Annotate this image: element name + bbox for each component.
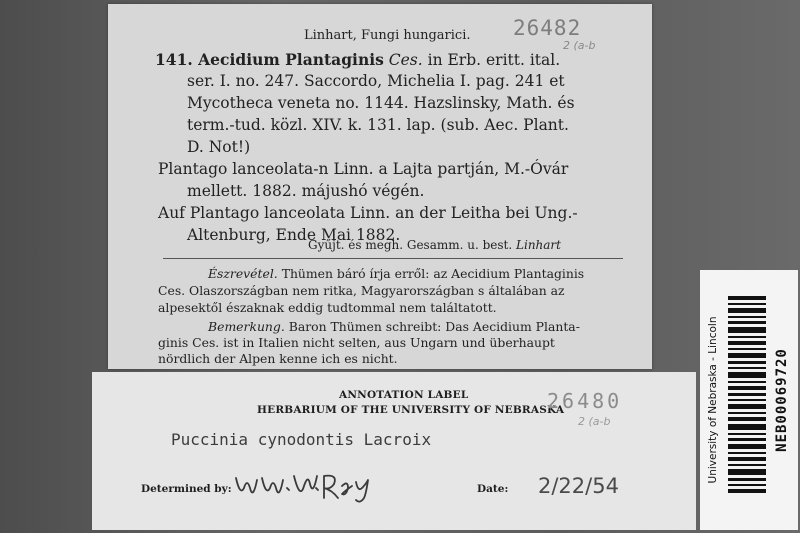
divider	[163, 258, 623, 259]
entry-title: 141. Aecidium Plantaginis	[155, 50, 384, 69]
barcode-number: NEB00069720	[774, 348, 790, 452]
handwritten-sub-note: 2 (a-b	[563, 39, 596, 52]
habitat-line-de: Altenburg, Ende Mai 1882.	[187, 226, 401, 244]
collector-line	[308, 238, 561, 252]
entry-title-line	[155, 50, 560, 69]
entry-line: D. Not!)	[187, 138, 251, 156]
entry-reference: in Erb. eritt. ital.	[427, 51, 561, 69]
date-label: Date:	[477, 483, 509, 495]
determined-by-label: Determined by:	[141, 483, 232, 495]
determination-date: 2/22/54	[538, 474, 619, 498]
note-de-label: Bemerkung.	[208, 319, 285, 334]
note-hu-text: Thümen báró írja erről: az Aecidium Plantaginis	[281, 266, 585, 281]
annotation-label	[92, 372, 696, 530]
barcode-institution: University of Nebraska - Lincoln	[707, 316, 719, 484]
annotation-handwritten-sub: 2 (a-b	[578, 415, 611, 428]
note-de-line: nördlich der Alpen kenne ich es nicht.	[158, 351, 398, 366]
annotation-handwritten-number: 26480	[547, 389, 623, 413]
note-de-text: Baron Thümen schreibt: Das Aecidium Planta-	[288, 319, 580, 334]
annotation-institution: HERBARIUM OF THE UNIVERSITY OF NEBRASKA	[257, 404, 565, 416]
note-de-line	[208, 319, 580, 334]
barcode-institution-text	[702, 270, 724, 530]
barcode-icon	[728, 296, 766, 496]
note-hu-line	[208, 266, 584, 281]
note-hu-line: Ces. Olaszországban nem ritka, Magyarországban s általában az	[158, 283, 565, 298]
determined-species: Puccinia cynodontis Lacroix	[171, 430, 432, 449]
entry-line: Mycotheca veneta no. 1144. Hazslinsky, Math. és	[187, 94, 575, 112]
note-de-line: ginis Ces. ist in Italien nicht selten, aus Ungarn und überhaupt	[158, 335, 555, 350]
annotation-title: ANNOTATION LABEL	[339, 389, 469, 401]
habitat-line-hu: mellett. 1882. májushó végén.	[187, 182, 425, 200]
specimen-label	[108, 4, 652, 369]
handwritten-accession-number: 26482	[513, 16, 582, 40]
note-hu-line: alpesektől északnak eddig tudtommal nem találtatott.	[158, 300, 497, 315]
entry-line: term.-tud. közl. XIV. k. 131. lap. (sub. Aec. Plant.	[187, 116, 569, 134]
note-hu-label: Észrevétel.	[208, 266, 278, 281]
collector-name: Linhart	[516, 238, 561, 252]
entry-author: Ces.	[388, 51, 423, 69]
determiner-signature	[232, 464, 382, 504]
habitat-line-hu: Plantago lanceolata-n Linn. a Lajta partján, M.-Óvár	[158, 160, 569, 178]
collector-label: Gyűjt. és megh. Gesamm. u. best.	[308, 238, 513, 252]
label-header: Linhart, Fungi hungarici.	[304, 28, 471, 43]
entry-line: ser. I. no. 247. Saccordo, Michelia I. pag. 241 et	[187, 72, 565, 90]
habitat-line-de: Auf Plantago lanceolata Linn. an der Leitha bei Ung.-	[158, 204, 578, 222]
barcode-number-text	[770, 270, 794, 530]
